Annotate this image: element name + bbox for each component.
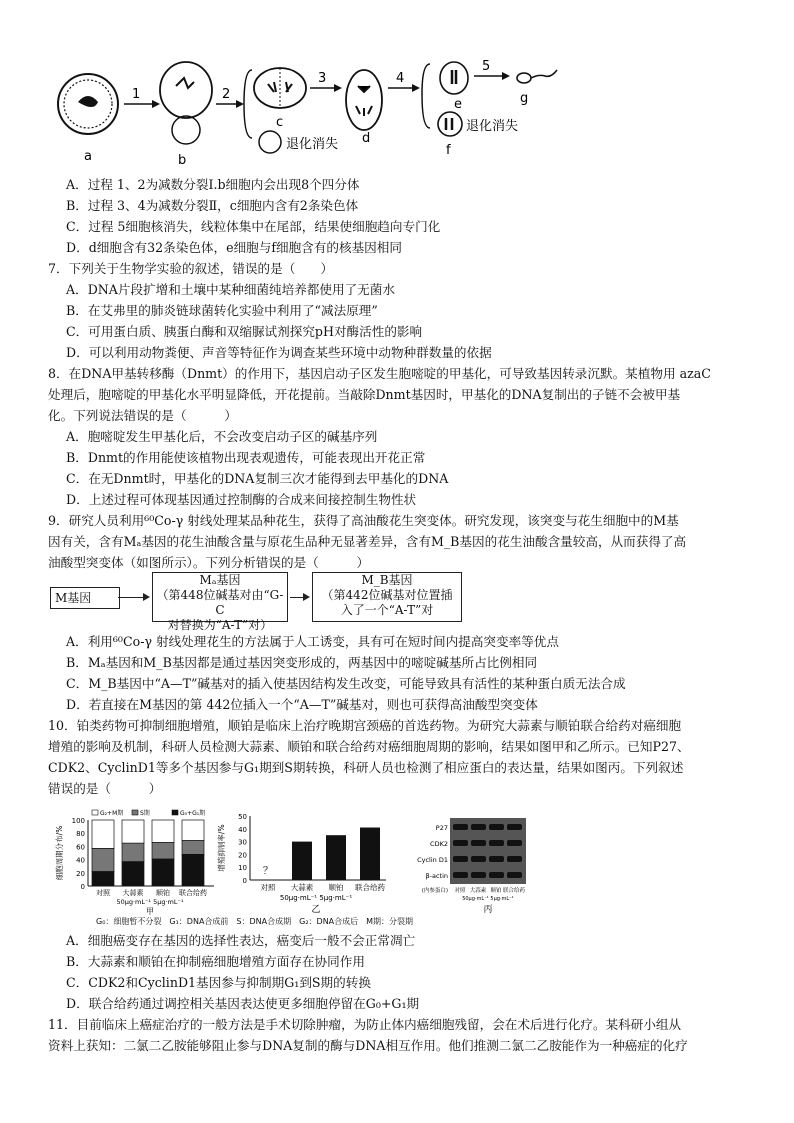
label-d: d (362, 131, 371, 146)
chart-footnote: G₀：细胞暂不分裂 G₁：DNA合成前 S：DNA合成期 G₂：DNA合成后 M期：分裂期 (96, 917, 414, 926)
blot-band (507, 872, 522, 878)
chart-bing (418, 816, 530, 916)
y-tick-label: 50 (238, 813, 247, 821)
y-tick-label: 20 (76, 869, 85, 878)
x-tick-label: 大蒜素 (469, 888, 487, 894)
step-4: 4 (396, 71, 405, 86)
q8-stem-2: 处理后，胞嘧啶的甲基化水平明显降低，开花提前。当敲除Dnmt基因时，甲基化的DNA复制出的子链不会被甲基 (48, 387, 681, 402)
q8-option-a: A．胞嘧啶发生甲基化后，不会改变启动子区的碱基序列 (66, 429, 378, 444)
arrow-to-ma (118, 597, 148, 598)
x-tick-label: 大蒜素 (122, 889, 144, 897)
blot-band (471, 824, 486, 830)
blot-row-label: P27 (435, 824, 448, 832)
q9-stem-3: 油酸型突变体（如图所示）。下列分析错误的是（ ） (48, 555, 370, 570)
q8-option-c: C．在无Dnmt时，甲基化的DNA复制三次才能得到去甲基化的DNA (66, 471, 449, 486)
x-tick-label: 联合给药 (355, 883, 385, 892)
q6-option-d: D．d细胞含有32条染色体，e细胞与f细胞含有的核基因相同 (66, 240, 402, 255)
dose-labels: 50μg·mL⁻¹ 5μg·mL⁻¹ (462, 896, 514, 902)
mb-gene-title: M_B基因 (361, 573, 413, 587)
label-e: e (454, 97, 462, 112)
q11-stem-1: 11．目前临床上癌症治疗的一般方法是手术切除肿瘤，为防止体内癌细胞残留，会在术后进行化疗。某科研小组从 (48, 1017, 682, 1032)
bar-segment (182, 854, 204, 886)
spermatogenesis-figure (40, 56, 600, 168)
y-tick-label: 20 (238, 851, 247, 860)
label-b: b (178, 153, 187, 168)
q9-option-c: C．M_B基因中“A—T”碱基对的插入使基因结构发生改变，可能导致具有活性的某种蛋白质无法合成 (66, 676, 626, 691)
q6-option-a: A．过程 1、2为减数分裂Ⅰ.b细胞内会出现8个四分体 (66, 177, 360, 192)
q11-stem-2: 资料上获知：二氯二乙胺能够阻止参与DNA复制的酶与DNA相互作用。他们推测二氯二乙胺能作为一种癌症的化疗 (48, 1038, 688, 1053)
bar-segment (152, 842, 174, 859)
blot-band (453, 872, 468, 878)
bar (360, 828, 380, 880)
q10-stem-2: 增殖的影响及机制，科研人员检测大蒜素、顺铂和联合给药对癌细胞周期的影响，结果如图甲和乙所示。已知P27、 (48, 739, 690, 754)
q7-option-c: C．可用蛋白质、胰蛋白酶和双缩脲试剂探究pH对酶活性的影响 (66, 324, 423, 339)
x-tick-label: 大蒜素 (290, 883, 314, 892)
m-gene-box (50, 587, 120, 609)
q10-option-a: A．细胞癌变存在基因的选择性表达，癌变后一般不会正常凋亡 (66, 933, 416, 948)
x-tick-label: 对照 (96, 889, 110, 897)
mb-gene-line-2: 入了一个“A-T”对 (340, 603, 434, 617)
y-tick-label: 40 (76, 856, 85, 865)
bar-segment (92, 871, 114, 886)
bar-segment (152, 820, 174, 842)
y-tick-label: 80 (76, 830, 85, 839)
step-2: 2 (222, 87, 231, 102)
y-tick-label: 60 (76, 843, 85, 852)
x-tick-label: 顺铂 (156, 889, 170, 897)
bar (292, 842, 312, 880)
ma-gene-box (152, 572, 288, 632)
blot-band (507, 840, 522, 846)
blot-band (489, 824, 504, 830)
q9-option-d: D．若直接在M基因的第 442位插入一个“A—T”碱基对，则也可获得高油酸型突变体 (66, 697, 538, 712)
step-3: 3 (318, 71, 327, 86)
blot-band (489, 872, 504, 878)
blot-row-label: Cyclin D1 (417, 856, 448, 864)
x-tick-label: 对照 (260, 883, 276, 892)
q8-option-d: D．上述过程可体现基因通过控制酶的合成来间接控制生物性状 (66, 492, 417, 507)
y-axis-label: 细胞周期分布/% (55, 825, 64, 881)
q7-option-b: B．在艾弗里的肺炎链球菌转化实验中利用了“减法原理” (66, 303, 378, 318)
mb-gene-box (312, 572, 462, 622)
label-a: a (84, 149, 92, 164)
q10-option-b: B．大蒜素和顺铂在抑制癌细胞增殖方面存在协同作用 (66, 954, 365, 969)
bar-segment (122, 820, 144, 843)
ma-gene-title: Mₐ基因 (199, 573, 241, 587)
legend-swatch (132, 810, 138, 815)
q10-stem-3: CDK2、CyclinD1等多个基因参与G₁期到S期转换，科研人员也检测了相应蛋白的表达量，结果如图丙。下列叙述 (48, 760, 684, 775)
q7-option-d: D．可以利用动物粪便、声音等特征作为调查某些环境中动物种群数量的依据 (66, 345, 492, 360)
mb-gene-line-1: （第442位碱基对位置插 (321, 588, 453, 602)
blot-row-label: β-actin (425, 872, 448, 880)
x-tick-label: 顺铂 (328, 883, 344, 892)
degrade-text-2: 退化消失 (466, 119, 519, 134)
bar-segment (182, 840, 204, 854)
bar-segment (92, 820, 114, 848)
q7-option-a: A．DNA片段扩增和土壤中某种细菌纯培养都使用了无菌水 (66, 282, 395, 297)
x-tick-label: 对照 (454, 888, 466, 894)
y-tick-label: 0 (80, 883, 85, 891)
legend-label: G₀+G₁期 (180, 810, 206, 817)
y-tick-label: 10 (238, 864, 247, 873)
q8-stem-1: 8．在DNA甲基转移酶（Dnmt）的作用下，基因启动子区发生胞嘧啶的甲基化，可导致基因转录沉默。某植物用 azaC (48, 366, 711, 381)
q6-option-c: C．过程 5细胞核消失，线粒体集中在尾部，结果使细胞趋向专门化 (66, 219, 441, 234)
blot-band (471, 872, 486, 878)
ma-gene-line-1: （第448位碱基对由“G-C (156, 588, 284, 617)
bar-segment (92, 848, 114, 871)
blot-band (507, 856, 522, 862)
blot-band (489, 856, 504, 862)
legend-label: S期 (140, 810, 150, 817)
blot-band (453, 840, 468, 846)
blot-band (453, 856, 468, 862)
legend-swatch (172, 810, 178, 815)
blot-row-label: CDK2 (430, 840, 448, 848)
chart-title: 乙 (311, 905, 321, 915)
blot-band (489, 840, 504, 846)
blot-band (507, 824, 522, 830)
y-axis-label: 增殖抑制率/% (217, 824, 226, 872)
q10-option-d: D．联合给药通过调控相关基因表达使更多细胞停留在G₀+G₁期 (66, 996, 420, 1011)
y-tick-label: 0 (242, 877, 247, 885)
bar-segment (152, 859, 174, 886)
label-g: g (520, 91, 529, 106)
blot-band (471, 856, 486, 862)
ma-gene-line-2: 对替换为“A-T”对） (167, 618, 273, 632)
bar-segment (122, 862, 144, 886)
x-tick-label: 联合给药 (179, 889, 207, 897)
q10-stem-1: 10．铂类药物可抑制细胞增殖，顺铂是临床上治疗晚期宫颈癌的首选药物。为研究大蒜素与顺铂联合给药对癌细胞 (48, 718, 682, 733)
blot-band (471, 840, 486, 846)
q8-option-b: B．Dnmt的作用能使该植物出现表观遗传，可能表现出开花正常 (66, 450, 426, 465)
chart-yi (216, 808, 385, 916)
q8-stem-3: 化。下列说法错误的是（ ） (48, 408, 237, 423)
q7-stem: 7．下列关于生物学实验的叙述，错误的是（ ） (48, 261, 334, 276)
bar-segment (122, 843, 144, 861)
missing-value-mark: ？ (263, 866, 273, 877)
q10-stem-4: 错误的是（ ） (48, 781, 162, 796)
y-tick-label: 30 (238, 838, 247, 847)
blot-band (453, 824, 468, 830)
label-f: f (446, 143, 451, 158)
q10-option-c: C．CDK2和CyclinD1基因参与抑制期G₁到S期的转换 (66, 975, 371, 990)
q6-option-b: B．过程 3、4为减数分裂Ⅱ，c细胞内含有2条染色体 (66, 198, 359, 213)
degrade-text-1: 退化消失 (286, 137, 339, 152)
arrow-to-mb (290, 597, 308, 598)
q9-stem-2: 因有关，含有Mₐ基因的花生油酸含量与原花生品种无显著差异，含有M_B基因的花生油酸含量较高，从而获得了高 (48, 534, 687, 549)
bar-segment (182, 820, 204, 840)
row-note: (内参蛋白) (421, 888, 448, 894)
y-tick-label: 100 (71, 817, 85, 825)
chart-title: 甲 (146, 907, 154, 916)
m-gene-label: M基因 (55, 591, 92, 605)
dose-labels: 50μg·mL⁻¹ 5μg·mL⁻¹ (279, 894, 353, 902)
step-1: 1 (132, 87, 141, 102)
x-tick-label: 联合给药 (502, 888, 526, 894)
label-c: c (276, 115, 284, 130)
bar (326, 835, 346, 880)
x-tick-label: 顺铂 (490, 888, 502, 894)
y-tick-label: 40 (238, 825, 247, 834)
q9-stem-1: 9．研究人员利用⁶⁰Co-γ 射线处理某品种花生，获得了高油酸花生突变体。研究发现，该突变与花生细胞中的M基 (48, 513, 679, 528)
legend-swatch (92, 810, 98, 815)
step-5: 5 (482, 59, 491, 74)
chart-jia (54, 808, 214, 916)
chart-title: 丙 (483, 905, 493, 915)
legend-label: G₂+M期 (100, 810, 124, 817)
dose-labels: 50μg·mL⁻¹ 5μg·mL⁻¹ (116, 898, 184, 906)
q9-option-b: B．Mₐ基因和M_B基因都是通过基因突变形成的，两基因中的嘧啶碱基所占比例相同 (66, 655, 538, 670)
q9-option-a: A．利用⁶⁰Co-γ 射线处理花生的方法属于人工诱变，具有可在短时间内提高突变率等优点 (66, 634, 559, 649)
